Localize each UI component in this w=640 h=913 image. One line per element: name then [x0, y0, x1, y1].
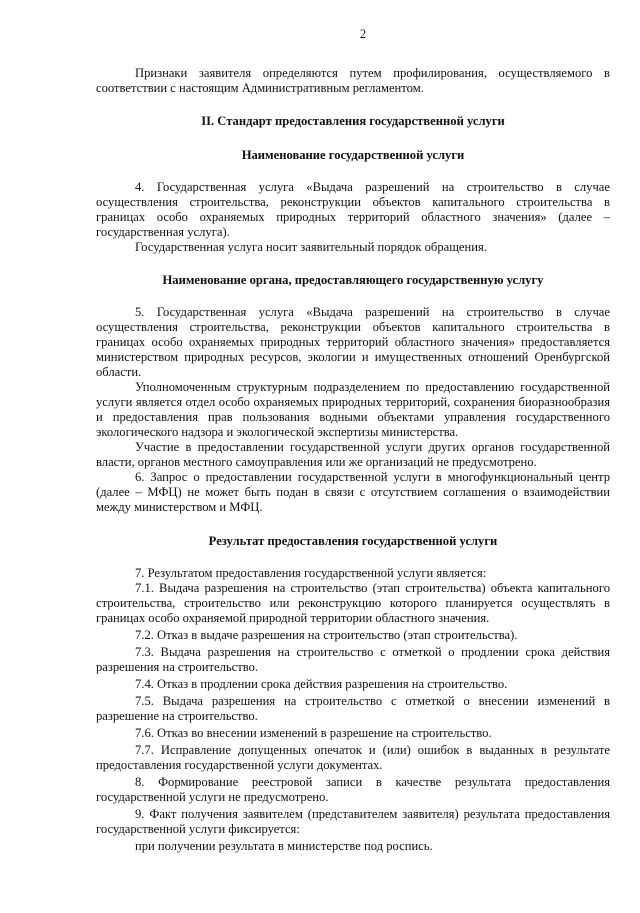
- paragraph-7-2: 7.2. Отказ в выдаче разрешения на строительство (этап строительства).: [135, 628, 518, 642]
- paragraph-7: 7. Результатом предоставления государственной услуги является:: [135, 566, 487, 580]
- paragraph-5-department: Уполномоченным структурным подразделением по предоставлению государственной услуги является отдел особо охраняемых природных территорий, сохранения биоразнообразия и предоставления прав пользования водными объектами управления государственного экологического надзора и экологической экспертизы министерства.: [96, 380, 610, 439]
- paragraph-7-5: 7.5. Выдача разрешения на строительство с отметкой о внесении изменений в разрешение на строительство.: [96, 694, 610, 723]
- page-number: 2: [359, 27, 367, 41]
- paragraph-7-6: 7.6. Отказ во внесении изменений в разрешение на строительство.: [135, 726, 492, 740]
- paragraph-5-participation: Участие в предоставлении государственной услуги других органов государственной власти, органов местного самоуправления или же организаций не предусмотрено.: [96, 440, 610, 469]
- paragraph-4: 4. Государственная услуга «Выдача разрешений на строительство в случае осуществления строительства, реконструкции объектов капитального строительства в границах особо охраняемых природных территорий областного значения» (далее – государственная услуга).: [96, 180, 610, 239]
- paragraph-8: 8. Формирование реестровой записи в качестве результата предоставления государственной услуги не предусмотрено.: [96, 775, 610, 804]
- paragraph-9-signature: при получении результата в министерстве под роспись.: [135, 839, 433, 853]
- heading-service-name: Наименование государственной услуги: [241, 148, 465, 162]
- paragraph-7-1: 7.1. Выдача разрешения на строительство (этап строительства) объекта капитального строительства, строительство или реконструкцию которого планируется осуществлять в границах особо охраняемой природной территории областного значения.: [96, 581, 610, 625]
- paragraph-7-4: 7.4. Отказ в продлении срока действия разрешения на строительство.: [135, 677, 508, 691]
- heading-providing-body: Наименование органа, предоставляющего государственную услугу: [162, 273, 544, 287]
- paragraph-5: 5. Государственная услуга «Выдача разрешений на строительство в случае осуществления строительства, реконструкции объектов капитального строительства в границах особо охраняемых природных территорий областного значения» предоставляется министерством природных ресурсов, экологии и имущественных отношений Оренбургской области.: [96, 305, 610, 379]
- paragraph-6: 6. Запрос о предоставлении государственной услуги в многофункциональный центр (далее – МФЦ) не может быть подан в связи с отсутствием соглашения о взаимодействии между министерством и МФЦ.: [96, 470, 610, 514]
- paragraph-4-order: Государственная услуга носит заявительный порядок обращения.: [135, 240, 487, 254]
- heading-service-result: Результат предоставления государственной услуги: [208, 534, 498, 548]
- section-heading-standard: II. Стандарт предоставления государственной услуги: [201, 114, 505, 128]
- paragraph-9: 9. Факт получения заявителем (представителем заявителя) результата предоставления государственной услуги фиксируется:: [96, 807, 610, 836]
- paragraph-7-7: 7.7. Исправление допущенных опечаток и (или) ошибок в выданных в результате предоставления государственной услуги документах.: [96, 743, 610, 772]
- paragraph-applicant-signs: Признаки заявителя определяются путем профилирования, осуществляемого в соответствии с настоящим Административным регламентом.: [96, 66, 610, 95]
- paragraph-7-3: 7.3. Выдача разрешения на строительство с отметкой о продлении срока действия разрешения на строительство.: [96, 645, 610, 674]
